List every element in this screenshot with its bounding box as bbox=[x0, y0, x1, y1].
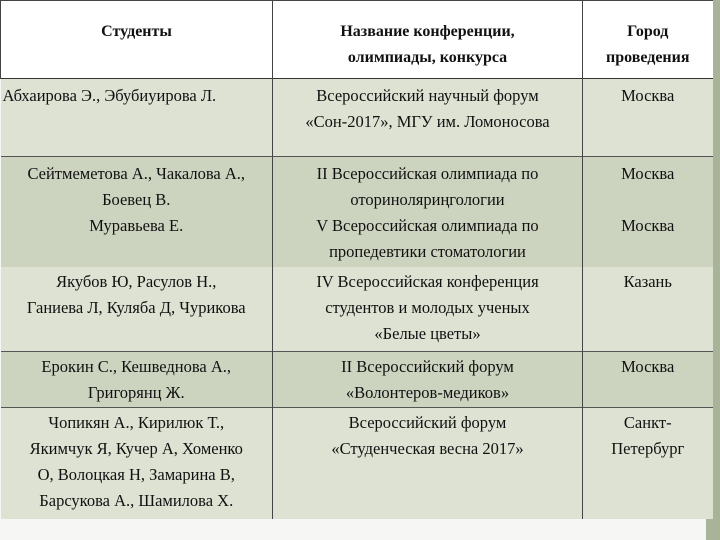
cell-conference: Всероссийский научный форум «Сон-2017», МГУ им. Ломоносова bbox=[273, 79, 583, 157]
cell-conference: II Всероссийский форум «Волонтеров-медиков» bbox=[273, 351, 583, 407]
cell-conference: II Всероссийская олимпиада по оториноляриңгологии bbox=[273, 157, 583, 214]
cell-students: Муравьева Е. bbox=[1, 213, 273, 267]
table-row bbox=[1, 213, 713, 267]
table-row bbox=[1, 407, 713, 519]
cell-students: Сейтмеметова А., Чакалова А., Боевец В. bbox=[1, 157, 273, 214]
cell-students: Чопикян А., Кирилюк Т., Якимчук Я, Кучер А, Хоменко О, Волоцкая Н, Замарина В, Барсукова А., Шамилова Х. bbox=[1, 407, 273, 519]
table-row bbox=[1, 157, 713, 214]
cell-city: Казань bbox=[583, 267, 713, 351]
cell-conference: IV Всероссийская конференция студентов и молодых ученых «Белые цветы» bbox=[273, 267, 583, 351]
cell-city: Москва bbox=[583, 351, 713, 407]
cell-city: Москва bbox=[583, 157, 713, 214]
header-students: Студенты bbox=[1, 1, 273, 79]
cell-conference: Всероссийский форум «Студенческая весна 2017» bbox=[273, 407, 583, 519]
table-row bbox=[1, 79, 713, 157]
header-conference: Название конференции, олимпиады, конкурса bbox=[273, 1, 583, 79]
table-row bbox=[1, 267, 713, 351]
header-city: Город проведения bbox=[583, 1, 713, 79]
cell-city: Санкт- Петербург bbox=[583, 407, 713, 519]
cell-students: Якубов Ю, Расулов Н., Ганиева Л, Куляба Д, Чурикова bbox=[1, 267, 273, 351]
cell-students: Ерокин С., Кешведнова А., Григорянц Ж. bbox=[1, 351, 273, 407]
table-row bbox=[1, 351, 713, 407]
cell-conference: V Всероссийская олимпиада по пропедевтики стоматологии bbox=[273, 213, 583, 267]
cell-city: Москва bbox=[583, 213, 713, 267]
cell-students: Абхаирова Э., Эбубиуирова Л. bbox=[1, 79, 273, 157]
cell-city: Москва bbox=[583, 79, 713, 157]
table-header-row bbox=[1, 1, 713, 79]
